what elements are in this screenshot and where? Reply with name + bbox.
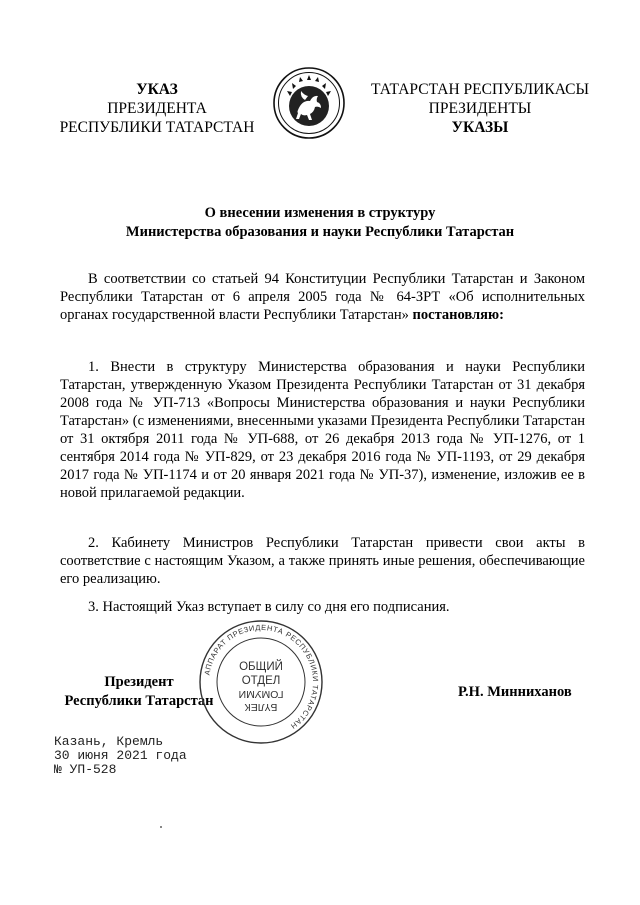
header-right-tatar [360, 80, 600, 137]
signature-title-line1: Президент [104, 674, 174, 690]
place-city: Казань, Кремль [54, 734, 164, 749]
stamp-inner-line2: ОТДЕЛ [241, 675, 281, 687]
header-right-line2: ПРЕЗИДЕНТЫ [428, 100, 532, 117]
official-stamp [197, 618, 325, 746]
document-title [40, 204, 600, 242]
title-line2: Министерства образования и науки Республики Татарстан [125, 224, 515, 240]
stamp-outer-text: АППАРАТ ПРЕЗИДЕНТА РЕСПУБЛИКИ ТАТАРСТАН [202, 622, 321, 731]
header-left-line3: РЕСПУБЛИКИ ТАТАРСТАН [59, 119, 255, 136]
item-1: 1. Внести в структуру Министерства образования и науки Республики Татарстан, утвержденную Указом Президента Республики Татарстан от 31 декабря 2008 года № УП-713 «Вопросы Министерства образования и науки Республики Татарстан» (с изменениями, внесенными указами Президента Республики Татарстан от 31 октября 2011 года № УП-688, от 26 декабря 2013 года № УП-1276, от 1 сентября 2014 года № УП-829, от 23 декабря 2016 года № УП-1193, от 29 декабря 2017 года № УП-1174 и от 20 января 2021 года № УП-37), изменение, изложив ее в новой прилагаемой редакции. [60, 359, 585, 501]
preamble-text: В соответствии со статьей 94 Конституции Республики Татарстан и Законом Республики Татарстан от 6 апреля 2005 года № 64-ЗРТ «Об исполнительных органах государственной власти Республики Татарстан» [60, 271, 585, 323]
item-3: 3. Настоящий Указ вступает в силу со дня его подписания. [88, 599, 450, 615]
signature-title-line2: Республики Татарстан [64, 693, 214, 709]
stamp-inner-line3: БҮЛЕК [244, 701, 278, 713]
place-date-number [54, 735, 187, 777]
title-line1: О внесении изменения в структуру [204, 205, 436, 221]
tatarstan-emblem-icon [272, 66, 346, 140]
scan-dot [160, 826, 162, 828]
signature-name: Р.Н. Минниханов [458, 684, 572, 700]
place-number: № УП-528 [54, 762, 117, 777]
item-2: 2. Кабинету Министров Республики Татарстан привести свои акты в соответствие с настоящим Указом, а также принять иные решения, обеспечивающие его реализацию. [60, 535, 585, 587]
preamble-resolve: постановляю: [412, 307, 504, 323]
header-left-line2: ПРЕЗИДЕНТА [107, 100, 207, 117]
header-right-line1: ТАТАРСТАН РЕСПУБЛИКАСЫ [371, 81, 589, 98]
header-left-line1: УКАЗ [136, 81, 178, 98]
header-left-russian [42, 80, 272, 137]
preamble [60, 270, 585, 324]
stamp-inner-line1: ОБЩИЙ [239, 661, 283, 673]
stamp-inner-line4: ГОМУМИ [238, 688, 284, 700]
header-right-line3: УКАЗЫ [451, 119, 509, 136]
place-date: 30 июня 2021 года [54, 748, 187, 763]
